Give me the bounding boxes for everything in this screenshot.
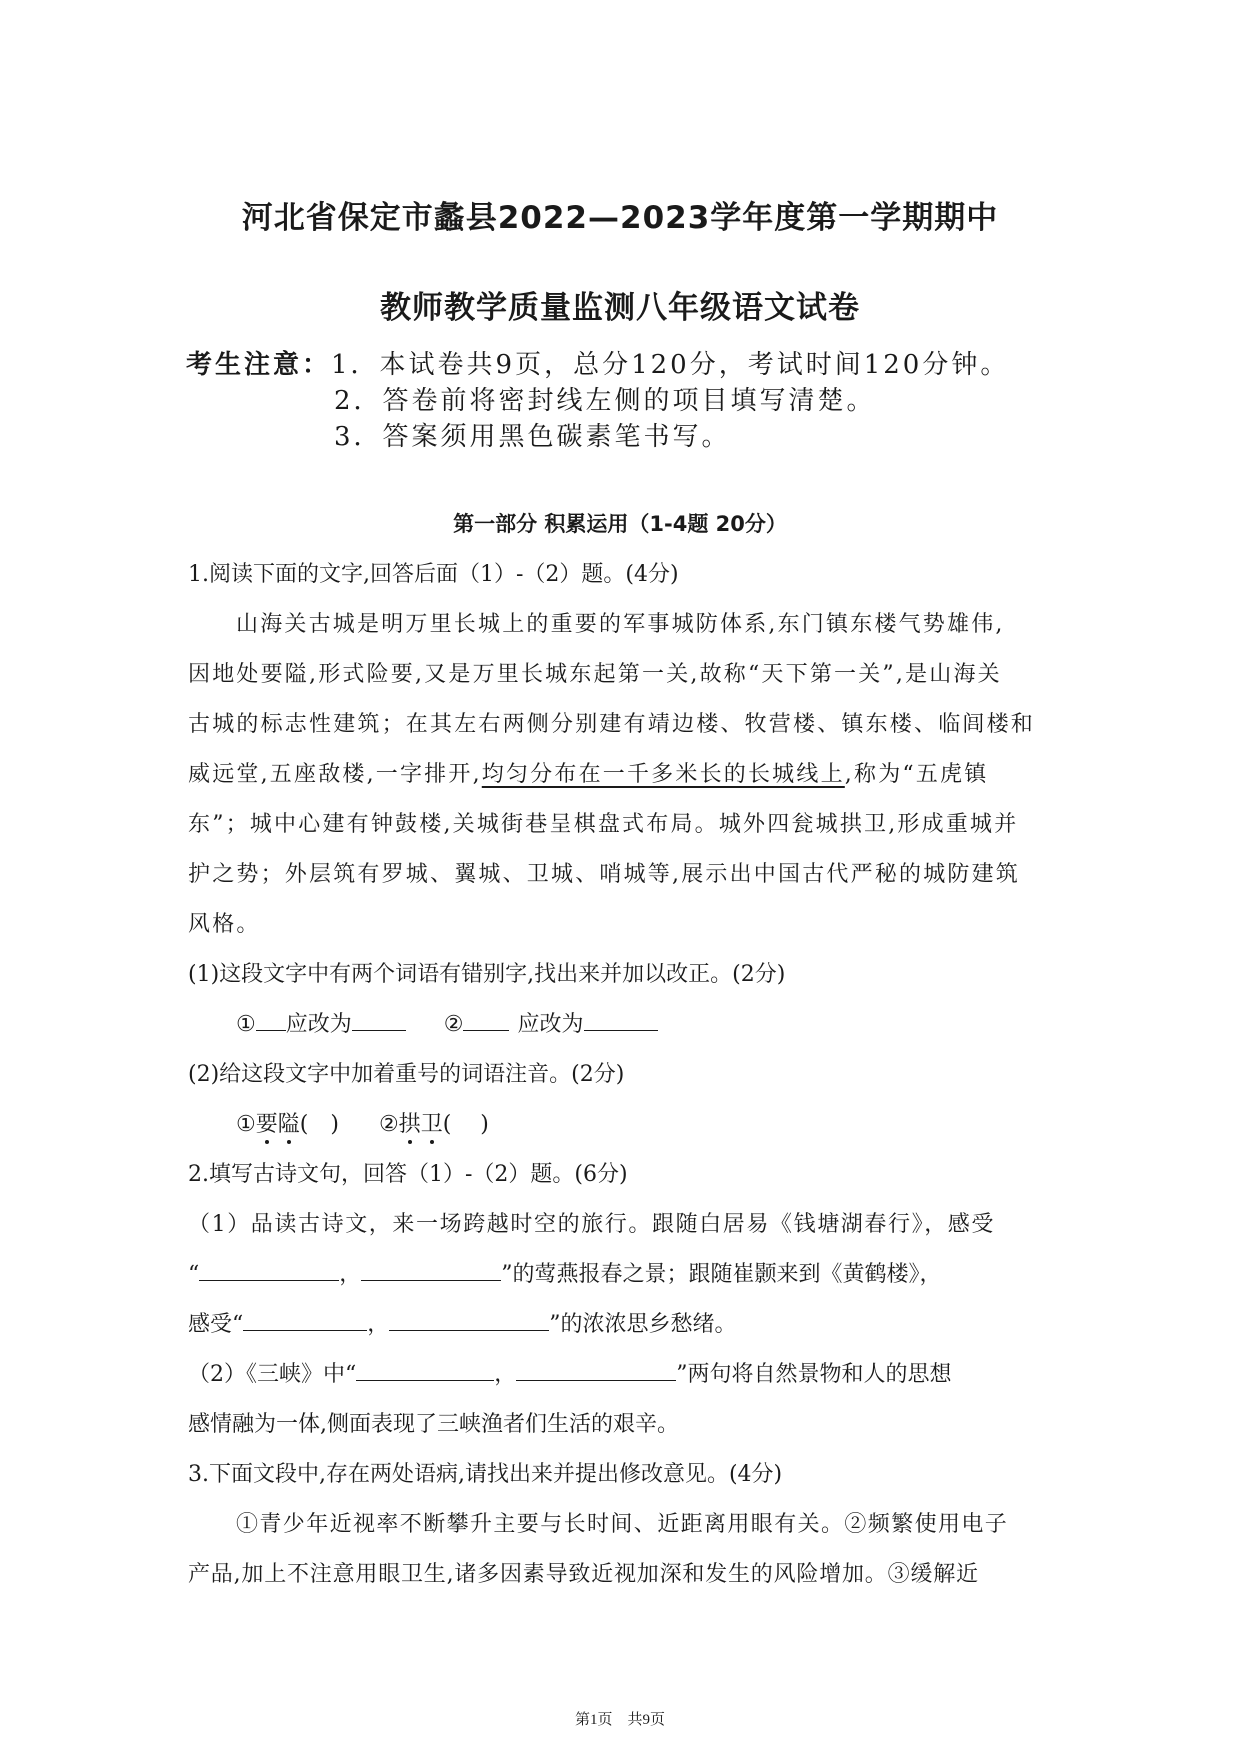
passage-text: ,称为“五虎镇 bbox=[844, 762, 989, 787]
notice-line-1 bbox=[186, 344, 1009, 381]
quote-open: “ bbox=[188, 1262, 200, 1287]
notice-line-3 bbox=[334, 416, 731, 453]
exam-title-line-2: 教师教学质量监测八年级语文试卷 bbox=[380, 290, 860, 326]
exam-title-line-1: 河北省保定市蠡县2022—2023学年度第一学期期中 bbox=[241, 200, 999, 236]
question-1-sub-1-stem: (1)这段文字中有两个词语有错别字,找出来并加以改正。(2分) bbox=[188, 962, 786, 987]
poem-fill-row bbox=[188, 1307, 737, 1338]
poem-prompt-text: ”两句将自然景物和人的思想 bbox=[676, 1362, 952, 1387]
emphasized-char: 卫 bbox=[421, 1107, 443, 1138]
answer-blank[interactable] bbox=[199, 1258, 339, 1281]
notice-item: 2．答卷前将密封线左侧的项目填写清楚。 bbox=[334, 386, 876, 416]
passage-line: 因地处要隘,形式险要,又是万里长城东起第一关,故称“天下第一关”,是山海关 bbox=[188, 662, 1002, 687]
poem-prompt-text: 感受“ bbox=[188, 1312, 244, 1337]
notice-line-2 bbox=[334, 380, 876, 417]
page-number: 第1页 共9页 bbox=[574, 1712, 665, 1728]
item-marker: ① bbox=[236, 1112, 256, 1137]
answer-blank[interactable] bbox=[243, 1308, 367, 1331]
question-2-stem: 2.填写古诗文句，回答（1）-（2）题。(6分) bbox=[188, 1162, 628, 1187]
separator: ， bbox=[494, 1362, 517, 1387]
poem-prompt-text: （2）《三峡》中“ bbox=[188, 1362, 357, 1387]
answer-blank[interactable] bbox=[356, 1358, 494, 1381]
item-marker: ② bbox=[378, 1112, 399, 1137]
poem-prompt-line: （1）品读古诗文，来一场跨越时空的旅行。跟随白居易《钱塘湖春行》，感受 bbox=[188, 1212, 995, 1237]
question-3-stem: 3.下面文段中,存在两处语病,请找出来并提出修改意见。(4分) bbox=[188, 1462, 783, 1487]
passage-line: 风格。 bbox=[188, 912, 261, 937]
answer-blank[interactable] bbox=[463, 1008, 509, 1031]
emphasized-char: 拱 bbox=[399, 1107, 421, 1138]
answer-paren[interactable]: ( ) bbox=[299, 1112, 339, 1137]
answer-blank[interactable] bbox=[361, 1258, 501, 1281]
answer-blank[interactable] bbox=[584, 1008, 658, 1031]
emphasized-char: 要 bbox=[256, 1107, 278, 1138]
poem-prompt-text: ”的浓浓思乡愁绪。 bbox=[549, 1312, 737, 1337]
poem-prompt-line: 感情融为一体,侧面表现了三峡渔者们生活的艰辛。 bbox=[188, 1412, 679, 1437]
notice-item: 3．答案须用黑色碳素笔书写。 bbox=[334, 422, 731, 452]
answer-blank[interactable] bbox=[516, 1358, 676, 1381]
passage-line: 古城的标志性建筑；在其左右两侧分别建有靖边楼、牧营楼、镇东楼、临闾楼和 bbox=[188, 712, 1036, 737]
emphasized-char: 隘 bbox=[278, 1107, 300, 1138]
correction-answer-row bbox=[236, 1007, 658, 1038]
section-heading: 第一部分 积累运用（1-4题 20分） bbox=[453, 512, 787, 536]
passage-text: 威远堂,五座敌楼,一字排开, bbox=[188, 762, 482, 787]
answer-blank[interactable] bbox=[389, 1308, 549, 1331]
poem-fill-row bbox=[188, 1357, 952, 1388]
separator: ， bbox=[339, 1262, 362, 1287]
passage-line: 东”；城中心建有钟鼓楼,关城街巷呈棋盘式布局。城外四瓮城拱卫,形成重城并 bbox=[188, 812, 1019, 837]
passage-line bbox=[188, 757, 988, 788]
question-3-text: 产品,加上不注意用眼卫生,诸多因素导致近视加深和发生的风险增加。③缓解近 bbox=[188, 1562, 979, 1587]
pinyin-answer-row bbox=[236, 1107, 489, 1138]
answer-blank[interactable] bbox=[256, 1008, 286, 1031]
answer-paren[interactable]: ( ) bbox=[442, 1112, 489, 1137]
underlined-phrase: 均匀分布在一千多米长的长城线上 bbox=[481, 762, 845, 787]
question-1-stem: 1.阅读下面的文字,回答后面（1）-（2）题。(4分) bbox=[188, 562, 679, 587]
notice-label: 考生注意： bbox=[186, 350, 332, 380]
passage-line: 护之势；外层筑有罗城、翼城、卫城、哨城等,展示出中国古代严秘的城防建筑 bbox=[188, 862, 1020, 887]
item-marker: ② bbox=[443, 1012, 464, 1037]
question-1-sub-2-stem: (2)给这段文字中加着重号的词语注音。(2分) bbox=[188, 1062, 625, 1087]
notice-item: 1．本试卷共9页，总分120分，考试时间120分钟。 bbox=[331, 350, 1010, 380]
item-marker: ① bbox=[236, 1012, 256, 1037]
answer-prompt: 应改为 bbox=[517, 1012, 584, 1037]
poem-prompt-text: ”的莺燕报春之景；跟随崔颢来到《黄鹤楼》， bbox=[501, 1262, 942, 1287]
poem-fill-row bbox=[188, 1257, 942, 1288]
passage-line: 山海关古城是明万里长城上的重要的军事城防体系,东门镇东楼气势雄伟, bbox=[236, 612, 1005, 637]
question-3-text: ①青少年近视率不断攀升主要与长时间、近距离用眼有关。②频繁使用电子 bbox=[236, 1512, 1009, 1537]
answer-prompt: 应改为 bbox=[285, 1012, 352, 1037]
separator: ， bbox=[367, 1312, 390, 1337]
answer-blank[interactable] bbox=[352, 1008, 406, 1031]
